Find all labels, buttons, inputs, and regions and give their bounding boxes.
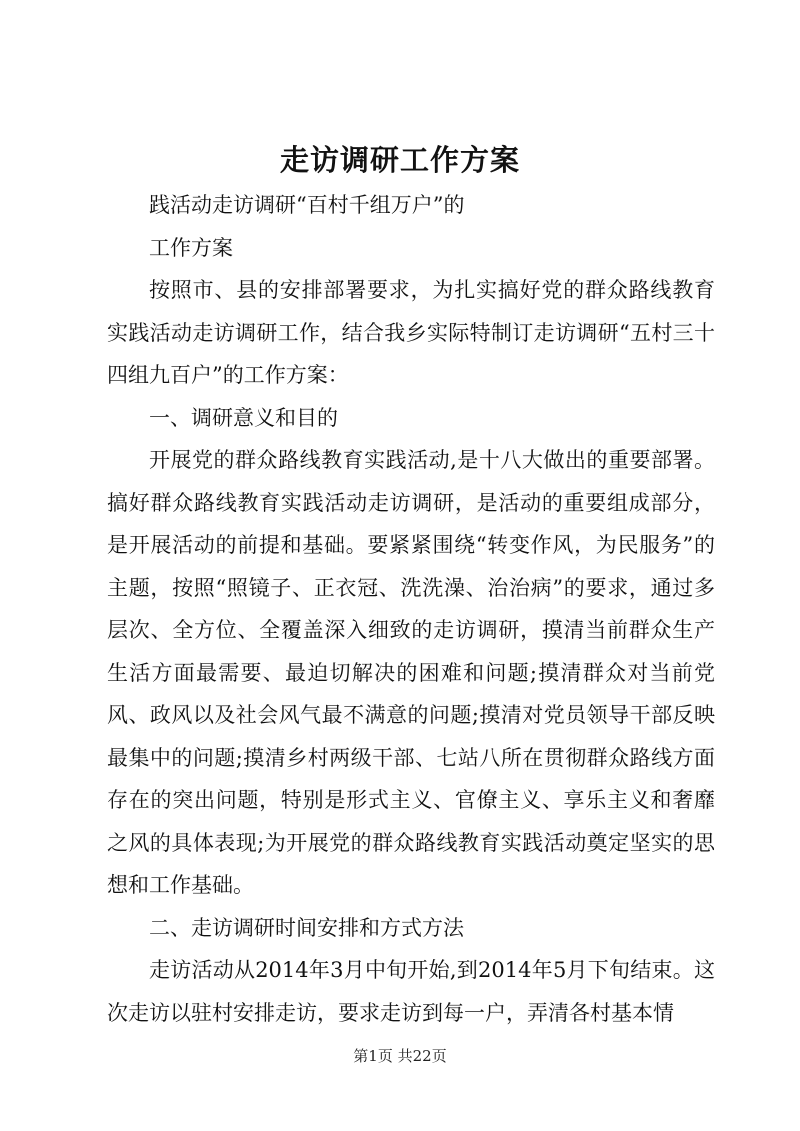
section-heading-1: 一、调研意义和目的: [149, 405, 338, 430]
document-body: [107, 184, 715, 1034]
document-title: 走访调研工作方案: [279, 143, 520, 177]
paragraph-intro: 按照市、县的安排部署要求，为扎实搞好党的群众路线教育实践活动走访调研工作，结合我乡实际特制订走访调研“五村三十四组九百户”的工作方案：: [107, 278, 715, 387]
paragraph-subtitle-line-1: 践活动走访调研“百村千组万户”的: [149, 193, 465, 217]
paragraph-section-1: 开展党的群众路线教育实践活动,是十八大做出的重要部署。搞好群众路线教育实践活动走访调研，是活动的重要组成部分，是开展活动的前提和基础。要紧紧围绕“转变作风，为民服务”的主题，按照“照镜子、正衣冠、洗洗澡、治治病”的要求，通过多层次、全方位、全覆盖深入细致的走访调研，摸清当前群众生产生活方面最需要、最迫切解决的困难和问题;摸清群众对当前党风、政风以及社会风气最不满意的问题;摸清对党员领导干部反映最集中的问题;摸清乡村两级干部、七站八所在贯彻群众路线方面存在的突出问题，特别是形式主义、官僚主义、享乐主义和奢靡之风的具体表现;为开展党的群众路线教育实践活动奠定坚实的思想和工作基础。: [107, 448, 715, 897]
page-footer: 第1页 共22页: [353, 1047, 447, 1065]
section-heading-2: 二、走访调研时间安排和方式方法: [149, 915, 464, 940]
paragraph-subtitle-line-2: 工作方案: [149, 235, 233, 260]
paragraph-section-2: 走访活动从2014年3月中旬开始,到2014年5月下旬结束。这次走访以驻村安排走访，要求走访到每一户，弄清各村基本情: [107, 958, 715, 1025]
